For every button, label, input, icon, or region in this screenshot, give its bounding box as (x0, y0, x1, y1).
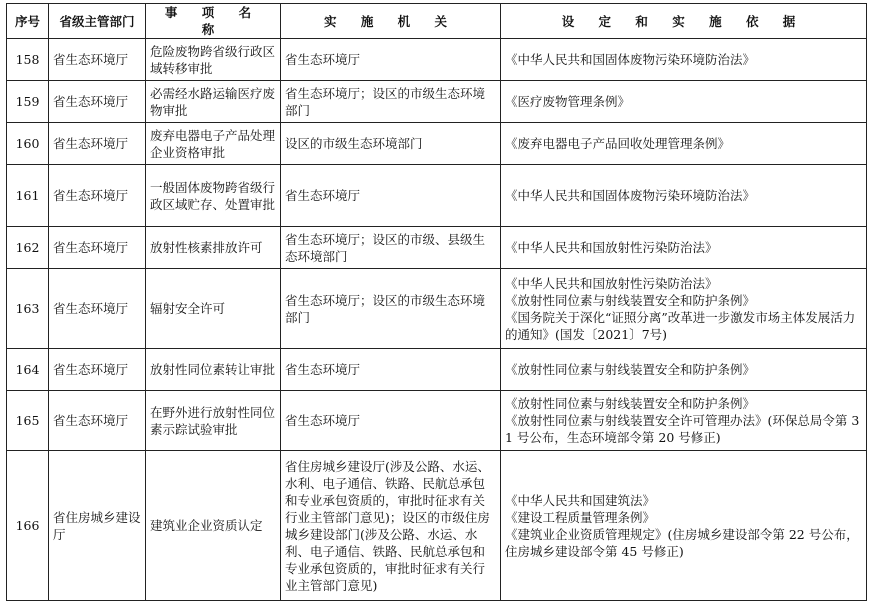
row-no: 158 (7, 39, 49, 81)
row-basis (501, 227, 867, 269)
basis-line: 《建筑业企业资质管理规定》(住房城乡建设部令第 22 号公布，住房城乡建设部令第 45 号修正) (505, 526, 859, 559)
row-basis (501, 391, 867, 451)
table-header-row (7, 4, 867, 39)
header-dept: 省级主管部门 (49, 4, 146, 39)
header-basis: 设 定 和 实 施 依 据 (501, 4, 867, 39)
basis-line: 《中华人民共和国放射性污染防治法》 (505, 275, 718, 291)
table-row (7, 451, 867, 601)
row-dept: 省生态环境厅 (49, 391, 146, 451)
table-row (7, 391, 867, 451)
table-row (7, 81, 867, 123)
basis-line: 《放射性同位素与射线装置安全许可管理办法》(环保总局令第 31 号公布，生态环境部令第 20 号修正) (505, 413, 860, 445)
row-item: 必需经水路运输医疗废物审批 (146, 81, 281, 123)
row-item: 危险废物跨省级行政区域转移审批 (146, 39, 281, 81)
basis-line: 《医疗废物管理条例》 (505, 94, 631, 109)
basis-line: 《国务院关于深化“证照分离”改革进一步激发市场主体发展活力的通知》(国发〔2021〕7号) (505, 309, 856, 342)
header-org: 实 施 机 关 (281, 4, 501, 39)
basis-line: 《废弃电器电子产品回收处理管理条例》 (505, 136, 731, 151)
basis-line: 《中华人民共和国建筑法》 (505, 492, 656, 508)
row-org: 省生态环境厅；设区的市级生态环境部门 (281, 269, 501, 349)
row-dept: 省生态环境厅 (49, 349, 146, 391)
table-body (7, 39, 867, 601)
row-dept: 省生态环境厅 (49, 123, 146, 165)
row-org: 省生态环境厅；设区的市级、县级生态环境部门 (281, 227, 501, 269)
table-row (7, 269, 867, 349)
row-basis (501, 123, 867, 165)
row-dept: 省生态环境厅 (49, 165, 146, 227)
row-basis (501, 81, 867, 123)
row-item: 辐射安全许可 (146, 269, 281, 349)
table-row (7, 349, 867, 391)
basis-line: 《中华人民共和国放射性污染防治法》 (505, 240, 718, 255)
row-org: 省生态环境厅 (281, 391, 501, 451)
row-item: 放射性核素排放许可 (146, 227, 281, 269)
row-no: 163 (7, 269, 49, 349)
row-basis (501, 39, 867, 81)
basis-line: 《放射性同位素与射线装置安全和防护条例》 (505, 292, 756, 308)
row-no: 161 (7, 165, 49, 227)
table-row (7, 39, 867, 81)
row-org: 省生态环境厅 (281, 39, 501, 81)
row-org: 省生态环境厅 (281, 165, 501, 227)
row-org: 省生态环境厅 (281, 349, 501, 391)
row-basis (501, 349, 867, 391)
row-dept: 省住房城乡建设厅 (49, 451, 146, 601)
table-row (7, 123, 867, 165)
row-no: 165 (7, 391, 49, 451)
row-basis (501, 165, 867, 227)
row-item: 建筑业企业资质认定 (146, 451, 281, 601)
basis-line: 《中华人民共和国固体废物污染环境防治法》 (505, 188, 756, 203)
row-item: 一般固体废物跨省级行政区域贮存、处置审批 (146, 165, 281, 227)
row-item: 放射性同位素转让审批 (146, 349, 281, 391)
row-org: 设区的市级生态环境部门 (281, 123, 501, 165)
row-org: 省住房城乡建设厅(涉及公路、水运、水利、电子通信、铁路、民航总承包和专业承包资质的，审批时征求有关行业主管部门意见)；设区的市级住房城乡建设部门(涉及公路、水运、水利、电子通信、铁路、民航总承包和专业承包资质的，审批时征求有关行业主管部门意见) (281, 451, 501, 601)
row-basis (501, 451, 867, 601)
row-no: 166 (7, 451, 49, 601)
basis-line: 《中华人民共和国固体废物污染环境防治法》 (505, 52, 756, 67)
row-item: 废弃电器电子产品处理企业资格审批 (146, 123, 281, 165)
row-item: 在野外进行放射性同位素示踪试验审批 (146, 391, 281, 451)
basis-line: 《放射性同位素与射线装置安全和防护条例》 (505, 362, 756, 377)
row-dept: 省生态环境厅 (49, 269, 146, 349)
row-no: 164 (7, 349, 49, 391)
row-dept: 省生态环境厅 (49, 227, 146, 269)
row-basis (501, 269, 867, 349)
table-row (7, 227, 867, 269)
row-no: 159 (7, 81, 49, 123)
basis-line: 《放射性同位素与射线装置安全和防护条例》 (505, 396, 756, 411)
table-row (7, 165, 867, 227)
basis-line: 《建设工程质量管理条例》 (505, 509, 656, 525)
row-no: 162 (7, 227, 49, 269)
header-item: 事 项 名 称 (146, 4, 281, 39)
approval-items-table (6, 3, 867, 601)
row-dept: 省生态环境厅 (49, 81, 146, 123)
row-org: 省生态环境厅；设区的市级生态环境部门 (281, 81, 501, 123)
row-no: 160 (7, 123, 49, 165)
header-no: 序号 (7, 4, 49, 39)
row-dept: 省生态环境厅 (49, 39, 146, 81)
